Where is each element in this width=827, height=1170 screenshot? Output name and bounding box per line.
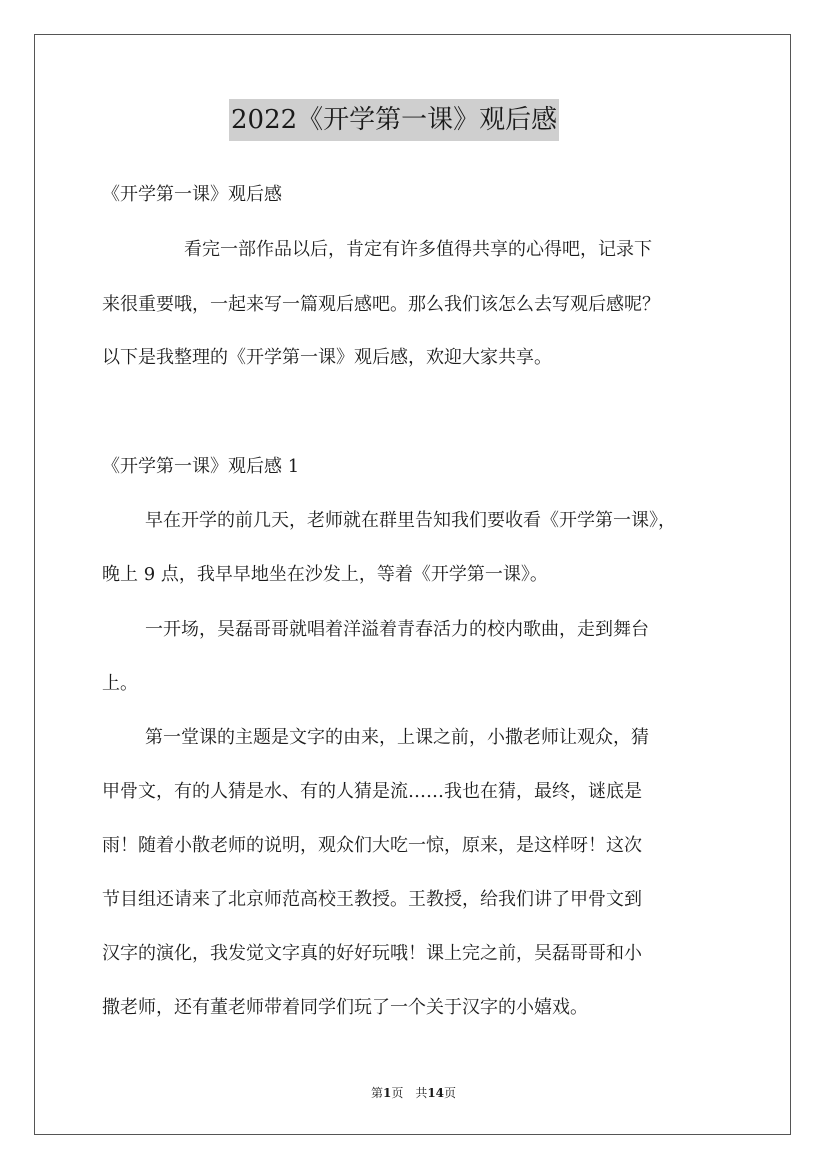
footer-prefix: 第 bbox=[370, 1086, 383, 1100]
body-line-8: 节目组还请来了北京师范高校王教授。王教授，给我们讲了甲骨文到 bbox=[102, 889, 642, 910]
body-line-2: 晚上 9 点，我早早地坐在沙发上，等着《开学第一课》。 bbox=[102, 564, 548, 585]
body-line-1: 早在开学的前几天，老师就在群里告知我们要收看《开学第一课》， bbox=[145, 510, 676, 531]
footer-total-pages: 14 bbox=[427, 1086, 445, 1100]
body-line-10: 撒老师，还有董老师带着同学们玩了一个关于汉字的小嬉戏。 bbox=[102, 997, 588, 1018]
intro-line-1: 看完一部作品以后，肯定有许多值得共享的心得吧，记录下 bbox=[184, 239, 652, 260]
section-heading: 《开学第一课》观后感 1 bbox=[102, 456, 300, 477]
footer-mid: 页 共 bbox=[391, 1086, 428, 1100]
body-line-4: 上。 bbox=[102, 673, 138, 694]
body-line-9: 汉字的演化，我发觉文字真的好好玩哦！课上完之前，吴磊哥哥和小 bbox=[102, 943, 642, 964]
page-footer bbox=[0, 1084, 827, 1101]
body-line-3: 一开场，吴磊哥哥就唱着洋溢着青春活力的校内歌曲，走到舞台 bbox=[145, 619, 649, 640]
body-line-5: 第一堂课的主题是文字的由来，上课之前，小撒老师让观众，猜 bbox=[145, 727, 649, 748]
document-title: 2022《开学第一课》观后感 bbox=[229, 99, 559, 141]
footer-suffix: 页 bbox=[444, 1086, 457, 1100]
body-line-7: 雨！随着小散老师的说明，观众们大吃一惊，原来，是这样呀！这次 bbox=[102, 835, 642, 856]
footer-page-number: 1 bbox=[382, 1086, 392, 1100]
body-line-6: 甲骨文，有的人猜是水、有的人猜是流……我也在猜，最终，谜底是 bbox=[102, 781, 642, 802]
intro-line-3: 以下是我整理的《开学第一课》观后感，欢迎大家共享。 bbox=[102, 347, 552, 368]
intro-line-2: 来很重要哦，一起来写一篇观后感吧。那么我们该怎么去写观后感呢？ bbox=[102, 294, 660, 315]
intro-heading: 《开学第一课》观后感 bbox=[102, 184, 282, 205]
